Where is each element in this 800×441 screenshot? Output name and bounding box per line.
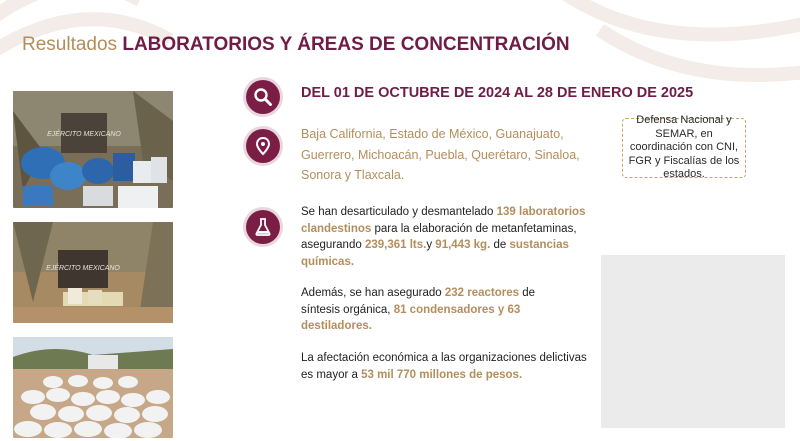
text: para la elaboración de metanfetaminas, asegurando — [301, 222, 577, 251]
text: La afectación económica a las organizaciones delictivas es mayor a — [301, 352, 587, 381]
text: Además, se han asegurado — [301, 287, 445, 299]
photo-military-camp — [13, 222, 173, 323]
flask-icon — [253, 217, 273, 237]
photo-laboratory-barrels — [13, 91, 173, 208]
text: y — [426, 239, 436, 251]
search-icon — [253, 87, 273, 107]
highlight-liters: 239,361 lts. — [364, 239, 427, 251]
highlight-reactors: 232 reactores — [444, 287, 520, 299]
states-list: Baja California, Estado de México, Guanajuato, Guerrero, Michoacán, Puebla, Querétaro, Sinaloa, Sonora y Tlaxcala. — [301, 127, 580, 182]
date-range: DEL 01 DE OCTUBRE DE 2024 AL 28 DE ENERO DE 2025 — [301, 85, 694, 101]
search-icon-circle — [246, 80, 280, 114]
highlight-laboratories: 139 laboratorios clandestinos — [301, 206, 586, 235]
highlight-condensers: 81 condensadores y 63 destiladores. — [301, 303, 521, 332]
paragraph-reactors — [301, 285, 561, 335]
text: Se han desarticulado y desmantelado — [301, 206, 497, 218]
paragraph-economic-impact — [301, 350, 593, 383]
location-pin-icon — [253, 136, 273, 156]
coordination-note-text: Defensa Nacional y SEMAR, en coordinación con CNI, FGR y Fiscalías de los estados. — [628, 114, 740, 181]
text: de — [490, 239, 510, 251]
highlight-kilograms: 91,443 kg. — [435, 239, 491, 251]
title-main: LABORATORIOS Y ÁREAS DE CONCENTRACIÓN — [122, 34, 570, 55]
photo-seized-sacks — [13, 337, 173, 438]
highlight-chemicals: sustancias químicas. — [301, 239, 569, 268]
photo-banner-text: EJÉRCITO MEXICANO — [47, 131, 121, 138]
photo-banner-text: EJÉRCITO MEXICANO — [46, 265, 120, 272]
page-title — [22, 34, 570, 56]
paragraph-laboratories — [301, 204, 591, 270]
placeholder-box — [601, 255, 785, 428]
title-prefix: Resultados — [22, 34, 118, 55]
flask-icon-circle — [246, 210, 280, 244]
highlight-amount: 53 mil 770 millones de pesos. — [361, 368, 523, 381]
location-icon-circle — [246, 129, 280, 163]
coordination-note — [622, 114, 746, 181]
text: de síntesis orgánica, — [301, 287, 536, 316]
